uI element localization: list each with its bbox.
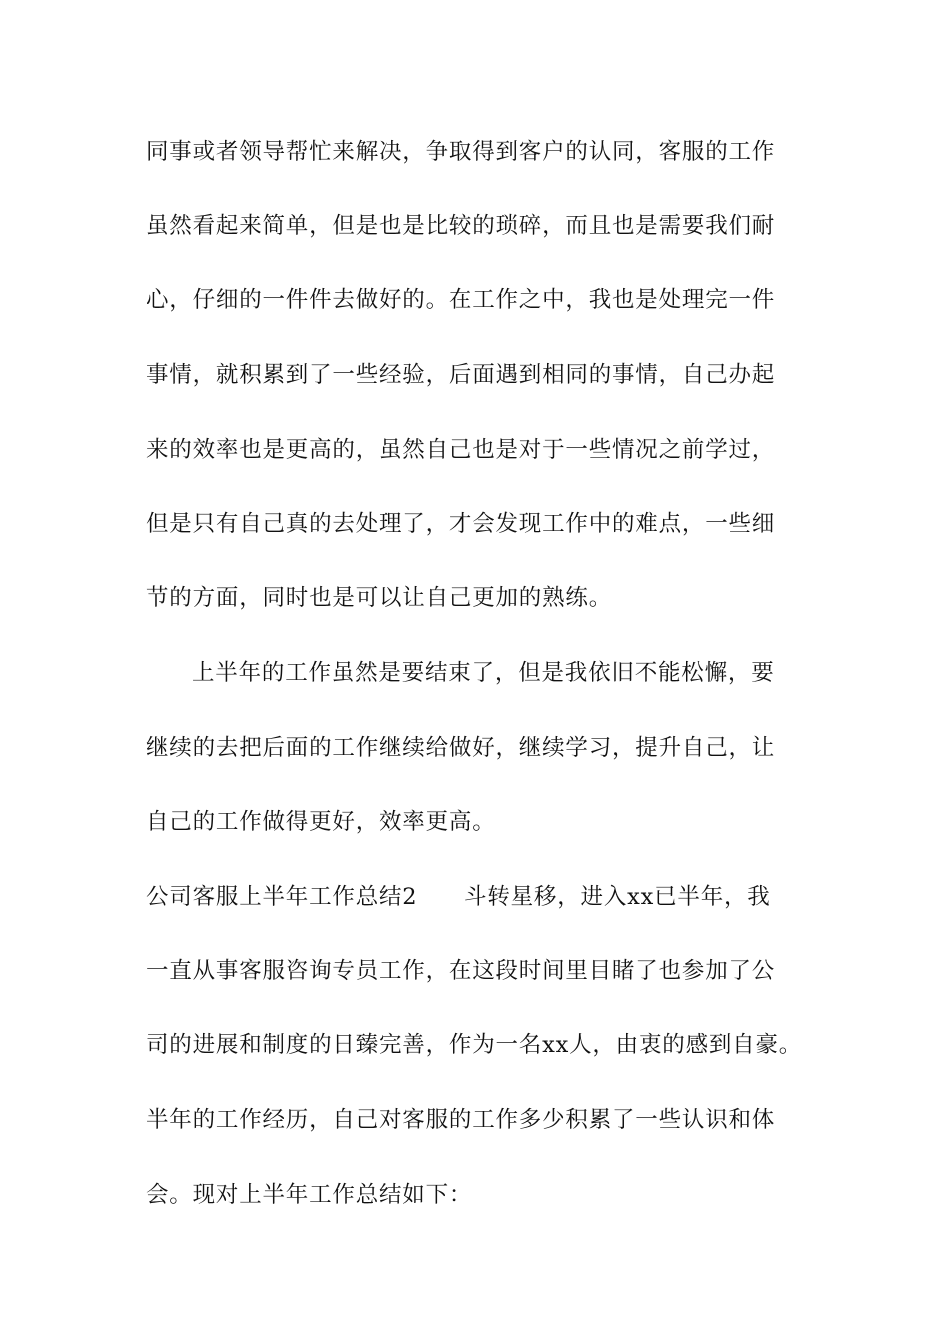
text-line: 但是只有自己真的去处理了，才会发现工作中的难点，一些细 xyxy=(146,511,776,537)
text-line: 半年的工作经历，自己对客服的工作多少积累了一些认识和体 xyxy=(146,1107,776,1133)
text-line: 继续的去把后面的工作继续给做好，继续学习，提升自己，让 xyxy=(146,735,776,761)
text-line: 自己的工作做得更好，效率更高。 xyxy=(146,809,496,835)
text-line: 一直从事客服咨询专员工作，在这段时间里目睹了也参加了公 xyxy=(146,958,776,984)
text-line: 司的进展和制度的日臻完善，作为一名xx人，由衷的感到自豪。 xyxy=(146,1032,803,1058)
text-line: 来的效率也是更高的，虽然自己也是对于一些情况之前学过， xyxy=(146,437,776,463)
paragraph-start-line: 上半年的工作虽然是要结束了，但是我依旧不能松懈，要 xyxy=(192,660,775,686)
text-line: 心，仔细的一件件去做好的。在工作之中，我也是处理完一件 xyxy=(146,287,776,313)
text-line: 事情，就积累到了一些经验，后面遇到相同的事情，自己办起 xyxy=(146,362,776,388)
text-line: 同事或者领导帮忙来解决，争取得到客户的认同，客服的工作 xyxy=(146,139,776,165)
text-line: 虽然看起来简单，但是也是比较的琐碎，而且也是需要我们耐 xyxy=(146,213,776,239)
text-line: 节的方面，同时也是可以让自己更加的熟练。 xyxy=(146,585,613,611)
section-heading-line: 公司客服上半年工作总结2 斗转星移，进入xx已半年，我 xyxy=(146,884,771,910)
text-line: 会。现对上半年工作总结如下： xyxy=(146,1182,473,1208)
